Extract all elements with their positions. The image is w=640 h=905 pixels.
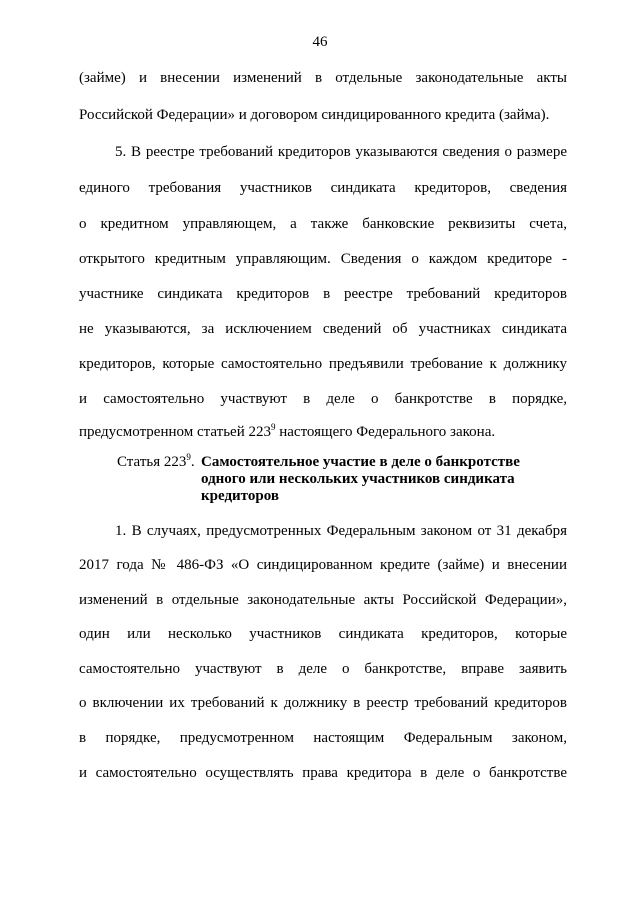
text-line: 1. В случаях, предусмотренных Федеральным законом от 31 декабря bbox=[115, 523, 567, 539]
text-line: открытого кредитным управляющим. Сведения о каждом кредиторе - bbox=[79, 251, 567, 267]
article-number-sup: 9 bbox=[186, 452, 191, 462]
text-line: кредиторов, которые самостоятельно предъявили требование к должнику bbox=[79, 356, 567, 372]
text-fragment: предусмотренном статьей 223 bbox=[79, 424, 271, 440]
text-line: участнике синдиката кредиторов в реестре требований кредиторов bbox=[79, 286, 567, 302]
text-line: единого требования участников синдиката кредиторов, сведения bbox=[79, 180, 567, 196]
article-number-suffix: . bbox=[190, 454, 195, 470]
text-line: изменений в отдельные законодательные акты Российской Федерации», bbox=[79, 592, 567, 608]
text-line: один или несколько участников синдиката кредиторов, которые bbox=[79, 626, 567, 642]
text-line: и самостоятельно участвуют в деле о банкротстве в порядке, bbox=[79, 391, 567, 407]
text-line: не указываются, за исключением сведений об участниках синдиката bbox=[79, 321, 567, 337]
page-number: 46 bbox=[312, 34, 328, 50]
text-line: (займе) и внесении изменений в отдельные законодательные акты bbox=[79, 70, 567, 86]
text-fragment: настоящего Федерального закона. bbox=[275, 424, 496, 440]
text-line: 5. В реестре требований кредиторов указываются сведения о размере bbox=[115, 144, 567, 160]
article-number-text: Статья 223 bbox=[117, 454, 187, 470]
text-line: о включении их требований к должнику в реестр требований кредиторов bbox=[79, 695, 567, 711]
superscript: 9 bbox=[270, 422, 276, 432]
text-line: в порядке, предусмотренном настоящим Федеральным законом, bbox=[79, 730, 567, 746]
text-line: Российской Федерации» и договором синдицированного кредита (займа). bbox=[79, 107, 550, 123]
text-line: о кредитном управляющем, а также банковские реквизиты счета, bbox=[79, 216, 567, 232]
article-title: Самостоятельное участие в деле о банкротстве одного или нескольких участников синдиката кредиторов bbox=[201, 454, 520, 504]
article-number bbox=[117, 454, 195, 471]
text-line: и самостоятельно осуществлять права кредитора в деле о банкротстве bbox=[79, 765, 567, 781]
text-line bbox=[79, 424, 567, 441]
text-line: самостоятельно участвуют в деле о банкротстве, вправе заявить bbox=[79, 661, 567, 677]
text-line: 2017 года № 486-ФЗ «О синдицированном кредите (займе) и внесении bbox=[79, 557, 567, 573]
